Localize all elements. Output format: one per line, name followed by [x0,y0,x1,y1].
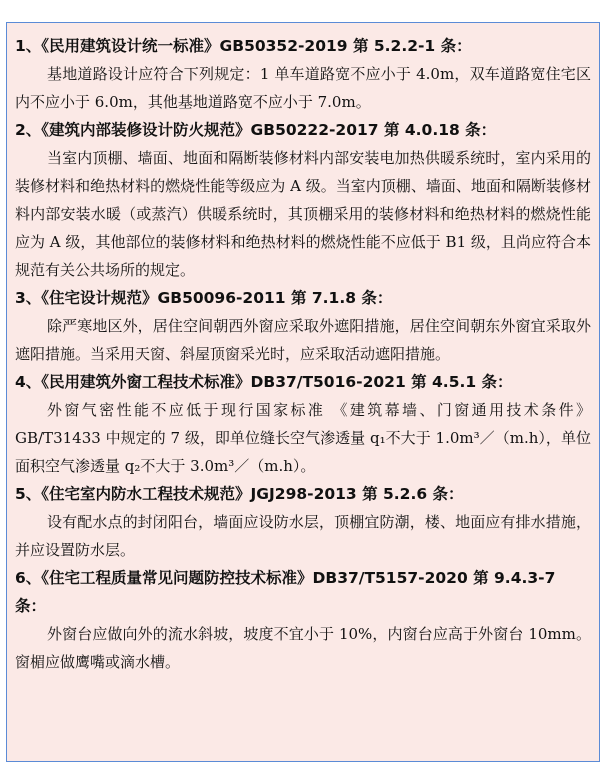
section-3 [15,284,591,368]
section-4 [15,368,591,480]
section-body: 外窗台应做向外的流水斜坡，坡度不宜小于 10%，内窗台应高于外窗台 10mm。窗楣应做鹰嘴或滴水槽。 [15,625,591,671]
section-body: 外窗气密性能不应低于现行国家标准 《建筑幕墙、门窗通用技术条件》GB/T31433 中规定的 7 级，即单位缝长空气渗透量 q₁不大于 1.0m³／（m.h），单位面积空气渗透量 q₂不大于 3.0m³／（m.h）。 [15,401,591,475]
section-heading: 2、《建筑内部装修设计防火规范》GB50222-2017 第 4.0.18 条： [15,121,497,139]
standards-panel [6,22,600,762]
section-body: 当室内顶棚、墙面、地面和隔断装修材料内部安装电加热供暖系统时，室内采用的装修材料和绝热材料的燃烧性能等级应为 A 级。当室内顶棚、墙面、地面和隔断装修材料内部安装水暖（或蒸汽）供暖系统时，其顶棚采用的装修材料和绝热材料的燃烧性能应为 A 级，其他部位的装修材料和绝热材料的燃烧性能不应低于 B1 级，且尚应符合本规范有关公共场所的规定。 [15,149,591,279]
section-heading: 5、《住宅室内防水工程技术规范》JGJ298-2013 第 5.2.6 条： [15,485,464,503]
section-6 [15,564,591,676]
section-body: 除严寒地区外，居住空间朝西外窗应采取外遮阳措施，居住空间朝东外窗宜采取外遮阳措施。当采用天窗、斜屋顶窗采光时，应采取活动遮阳措施。 [15,317,591,363]
section-heading: 6、《住宅工程质量常见问题防控技术标准》DB37/T5157-2020 第 9.4.3-7 条： [15,569,556,615]
section-5 [15,480,591,564]
section-heading: 3、《住宅设计规范》GB50096-2011 第 7.1.8 条： [15,289,393,307]
section-2 [15,116,591,284]
section-heading: 4、《民用建筑外窗工程技术标准》DB37/T5016-2021 第 4.5.1 条： [15,373,513,391]
section-1 [15,32,591,116]
section-body: 设有配水点的封闭阳台，墙面应设防水层，顶棚宜防潮，楼、地面应有排水措施，并应设置防水层。 [15,513,591,559]
section-body: 基地道路设计应符合下列规定：1 单车道路宽不应小于 4.0m，双车道路宽住宅区内不应小于 6.0m，其他基地道路宽不应小于 7.0m。 [15,65,591,111]
section-heading: 1、《民用建筑设计统一标准》GB50352-2019 第 5.2.2-1 条： [15,37,472,55]
